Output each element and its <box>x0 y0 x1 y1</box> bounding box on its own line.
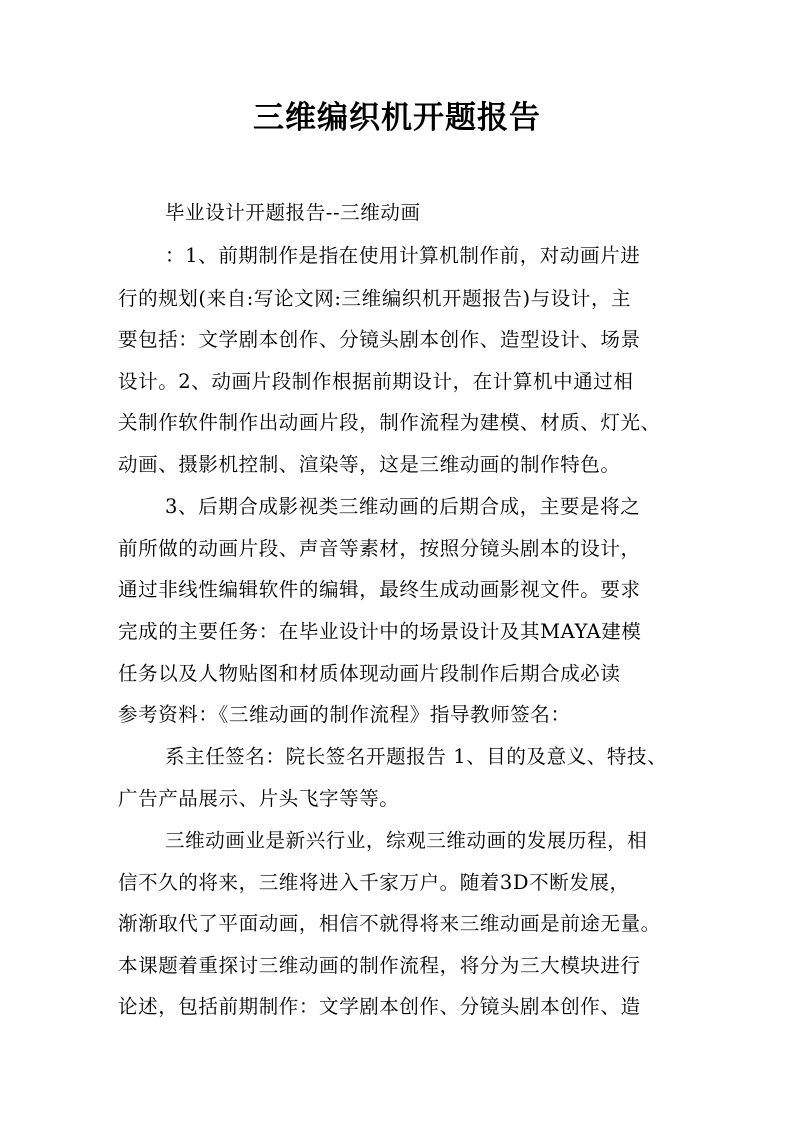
body-line-7: 动画、摄影机控制、渲染等，这是三维动画的制作特色。 <box>118 453 621 476</box>
body-line-13: 参考资料：《三维动画的制作流程》指导教师签名： <box>118 703 571 726</box>
body-line-1: 毕业设计开题报告--三维动画 <box>165 201 421 224</box>
body-line-10: 通过非线性编辑软件的编辑，最终生成动画影视文件。要求 <box>118 578 641 601</box>
body-line-15: 广告产品展示、片头飞字等等。 <box>118 787 400 810</box>
body-line-3: 行的规划(来自:写论文网:三维编织机开题报告)与设计，主 <box>118 287 632 310</box>
body-line-5: 设计。2、动画片段制作根据前期设计，在计算机中通过相 <box>118 370 634 393</box>
document-title: 三维编织机开题报告 <box>253 100 541 136</box>
body-line-11: 完成的主要任务：在毕业设计中的场景设计及其MAYA建模 <box>118 620 642 643</box>
body-line-14: 系主任签名：院长签名开题报告 1、目的及意义、特技、 <box>165 745 668 768</box>
body-line-12: 任务以及人物贴图和材质体现动画片段制作后期合成必读 <box>118 662 621 685</box>
body-line-16: 三维动画业是新兴行业，综观三维动画的发展历程，相 <box>165 829 648 852</box>
body-line-4: 要包括：文学剧本创作、分镜头剧本创作、造型设计、场景 <box>118 328 641 351</box>
body-line-8: 3、后期合成影视类三维动画的后期合成，主要是将之 <box>165 495 641 518</box>
body-line-19: 本课题着重探讨三维动画的制作流程，将分为三大模块进行 <box>118 954 641 977</box>
body-line-6: 关制作软件制作出动画片段，制作流程为建模、材质、灯光、 <box>118 411 661 434</box>
body-line-18: 渐渐取代了平面动画，相信不就得将来三维动画是前途无量。 <box>118 912 661 935</box>
body-line-20: 论述，包括前期制作：文学剧本创作、分镜头剧本创作、造 <box>118 995 641 1018</box>
body-line-17: 信不久的将来，三维将进入千家万户。随着3D不断发展， <box>118 871 630 894</box>
body-line-9: 前所做的动画片段、声音等素材，按照分镜头剧本的设计， <box>118 537 641 560</box>
body-line-2: ：1、前期制作是指在使用计算机制作前，对动画片进 <box>165 244 641 267</box>
